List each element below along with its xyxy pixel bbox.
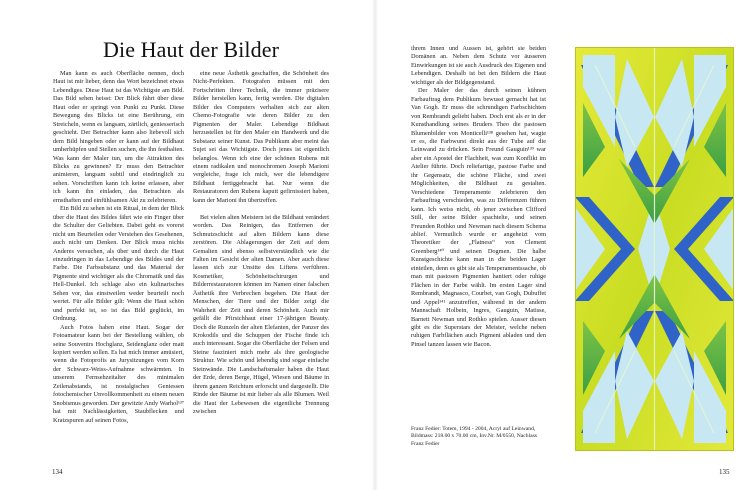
text-column-left xyxy=(53,70,184,460)
paragraph: eine neue Ästhetik geschaffen, die Schönheit des Nicht-Perfekten. Fotografen müssen mit den Fortschritten ihrer Technik, die immer präzisere Bilder herstellen kann, fertig werden. Die digitalen Bilder des Computers verhalten sich zur alten Chemo-Fotografie wie deren Bilder zu den Pigmenten der Maler. Lebendige Bildhaut herzustellen ist für den Maler ein Handwerk und die Substanz seiner Kunst. Das Publikum aber meint das Sujet sei das Wichtigste. Doch jenes ist eigentlich belanglos. Wenn ich eine der schönen Rubens mit einem radikalen und monochromen Joseph Marioni vergleiche, frage ich mich, wer die lebendigere Bildhaut fertiggebracht hat. Nur wenn die Restauratoren den Rubens kaputt gefirnissiert haben, kann der Marioni ihn übertreffen. xyxy=(193,70,329,204)
chapter-title: Die Haut der Bilder xyxy=(103,37,280,62)
text-column-right xyxy=(411,45,546,391)
page-number-left: 134 xyxy=(52,468,63,476)
page-number-right: 135 xyxy=(719,468,730,476)
paragraph: Auch Fotos haben eine Haut. Sogar der Fotoamateur kann bei der Bestellung wählen, ob seine Souvenirs Hochglanz, Seidenglanz oder matt kopiert werden sollen. Es hat mich immer amüsiert, wenn die Fotoprofis an Jurysitzungen vom Korn der Schwarz-Weiss-Aufnahme schwärmten. In unserem Fernsehzeitalter des minimalen Zeilenabstands, ist nostalgisches Geniessen fotochemischer Unvollkommenheit zu einem neuen Snobismus geworden. Der gewitzte Andy Warhol¹³⁷ hat mit Nachlässigkeiten, Staubflecken und Kratzspuren auf seinen Fotos, xyxy=(53,323,184,424)
paragraph: Man kann es auch Oberfläche nennen, doch Haut ist mir lieber, denn das Wort bezeichnet etwas Lebendiges. Diese Haut ist das Wichtigste am Bild. Das Bild sehen heisst: Der Blick fährt über diese Haut oder er springt von Punkt zu Punkt. Diese Bewegung des Blicks ist eine Berührung, ein Streicheln, wenn es langsam, zärtlich, geniesserisch geschieht. Der Betrachter kann also liebevoll sich dem Bild hingeben oder er kann auf der Bildhaut umherhüpfen und Stellen suchen, die ihn festhalten. Was kann der Maler tun, um die Attraktion des Blicks zu gewinnen? Er muss den Betrachter animieren, langsam subtil und eindringlich zu sehen. Vorschriften kann ich keine erlassen, aber ich kann ihn einladen, das Betrachten als ernsthaften und einfühlsamen Akt zu zelebrieren. xyxy=(53,70,184,204)
paragraph: Bei vielen alten Meistern ist die Bildhaut verändert worden. Das Reinigen, das Entfernen der Schmutzschicht auf alten Bildern kann diese zerstören. Die Ablagerungen der Zeit auf dem Gemalten sind ebenso selbstverständlich wie die Falten im Gesicht der alten Damen. Aber auch diese lassen sich zur Unsitte des Liftens verführen. Kosmetiker, Schönheitschirurgen und Bilderrestauratoren können im Namen einer falschen Ästhetik ihre Verbrechen begehen. Die Haut der Menschen, der Tiere und der Bilder zeigt die Wahrheit der Zeit und deren Schönheit. Auch mir gefällt die Pfirsichhaut einer 17-jährigen Beauty. Doch die Runzeln der alten Elefanten, der Panzer des Krokodils und die Schuppen der Fische finde ich auch interessant. Sogar die Oberfläche der Felsen und Steine fasziniert mich mehr als ihre geologische Struktur. Wie schön und lebendig sind sogar einfache Steinwände. Die Landschaftsmaler haben die Haut der Erde, deren Berge, Hügel, Wiesen und Bäume in ihrem ganzen Reichtum erforscht und dargestellt. Die Rinde der Bäume ist mir lieber als alle Blumen. Weil die Haut der Lebewesen die eigentliche Trennung zwischen xyxy=(193,213,329,416)
paragraph: ihrem Innen und Aussen ist, gehört sie beiden Domänen an. Neben dem Schutz vor äusseren Einwirkungen ist sie auch Ausdruck des Eigenen und Lebendigen. Deshalb ist bei den Bildern die Haut wichtiger als der Bildgegenstand. xyxy=(411,45,546,86)
paragraph: Ein Bild zu sehen ist ein Ritual, in dem der Blick über die Haut des Bildes fährt wie ein Finger über die Schulter der Geliebten. Dabei geht es vorerst nicht um Beurteilen oder Verstehen des Gesehenen, auch nicht um Denken. Der Blick muss nichts Anderes versuchen, als über und durch die Haut einzudringen in das Lebendige des Bildes und der Farbe. Die Farbsubstanz und das Material der Pigmente sind wichtiger als die Chromatik und das Hell-Dunkel. Ich schlage also ein kulinarisches Sehen vor, das einstweilen weder beurteilt noch wertet. Für alle Bilder gilt: Wenn die Haut schön und perfekt ist, so ist das Bild geglückt, im Ordnung. xyxy=(53,205,184,323)
paragraph: Der Maler der das durch seinen kühnen Farbauftrag dem Publikum bewusst gemacht hat ist Van Gogh. Er muss die schrundigen Farbschichten von Rembrandt geliebt haben. Doch erst als er in der Kunsthandlung seines Bruders Theo die pastosen Blumenbilder von Monticelli¹³⁸ gesehen hat, wagte er es, die Farbwurst direkt aus der Tube auf die Leinwand zu drücken. Sein Freund Gauguin¹³⁹ war aber ein Apostel der Flachheit, was zum Konflikt im Atelier führte. Doch reliefartige, pastose Farbe und ihr Gegensatz, die schöne Fläche, sind zwei Möglichkeiten, die Bildhaut zu gestalten. Verschiedene Temperamente zelebrieren den Farbauftrag verschieden, was zu Differenzen führen kann. Ich weiss nicht, ob jener zwischen Clifford Still, der seine Bilder spachtelte, und seinen Freunden Rothko und Newman nach diesem Schema ablief. Vermutlich wurde er angeheizt vom Theoretiker der „Flatness“ von Clement Greenberg¹⁴⁰ und seinen Dogmen. Die halbe Kunstgeschichte kann man in die beiden Lager einteilen, denn es gibt sie als Temperamentssache, ob man mit pastosen Pigmenten hantiert oder ruhige Flächen in der Farbe wählt. Im ersten Lager sind Rembrandt, Magnasco, Courbet, van Gogh, Dubuffet und Appel¹⁴¹ anzutreffen, während in der andern Mannschaft Holbein, Ingres, Gauguin, Matisse, Barnett Newman und Rothko spielen. Ausser diesen gibt es die Superstars der Meister, welche neben ruhigen Farbflächen auch Pigment abladen und den Pinsel tanzen lassen wie Bacon. xyxy=(411,87,546,348)
artwork-caption: Franz Fedier: Totem, 1994 - 2004, Acryl auf Leinwand, Bildmass: 218.00 x 70.00 cm, Inv.Nr. M/0550, Nachlass Franz Fedier xyxy=(411,426,537,447)
text-column-middle xyxy=(193,70,329,460)
painting-totem xyxy=(575,47,734,451)
